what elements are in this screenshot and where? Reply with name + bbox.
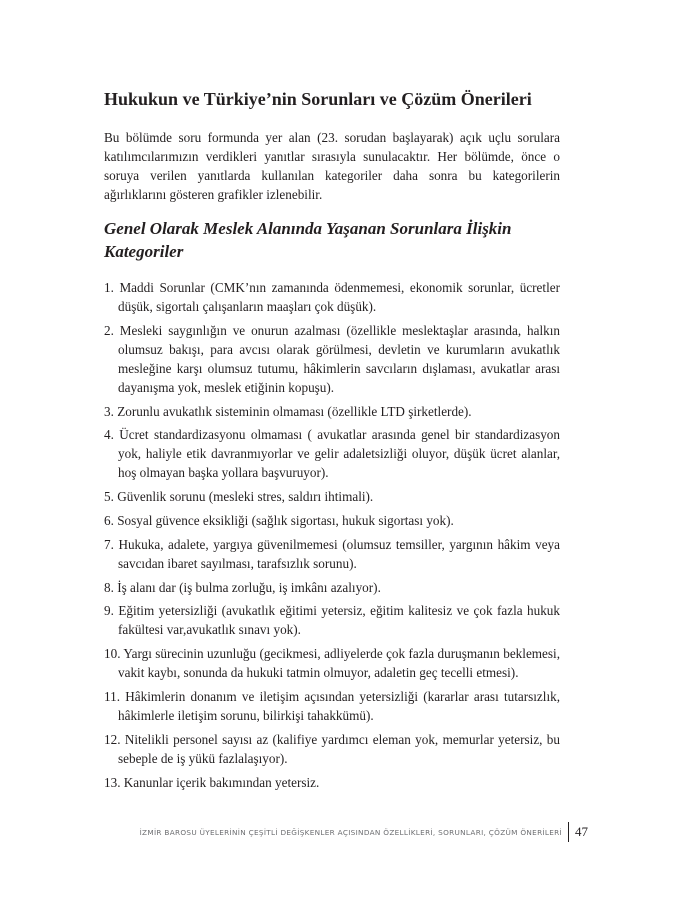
list-item: 1. Maddi Sorunlar (CMK’nın zamanında ödenmemesi, ekonomik sorunlar, ücretler düşük, sigortalı çalışanların maaşları çok düşük).: [104, 280, 560, 314]
list-item: 11. Hâkimlerin donanım ve iletişim açısından yetersizliği (kararlar arası tutarsızlık, hâkimlerle iletişim sorunu, bilirkişi tahakkümü).: [104, 688, 560, 723]
list-item: 8. İş alanı dar (iş bulma zorluğu, iş imkânı azalıyor).: [104, 579, 381, 595]
running-title: İZMİR BAROSU ÜYELERİNİN ÇEŞİTLİ DEĞİŞKENLER AÇISINDAN ÖZELLİKLERİ, SORUNLARI, ÇÖZÜM ÖNERİLERİ: [139, 827, 562, 837]
footer-divider: [568, 822, 569, 842]
page-footer: [104, 822, 588, 842]
list-item: 13. Kanunlar içerik bakımından yetersiz.: [104, 774, 320, 790]
category-list: [104, 278, 560, 796]
list-item: 5. Güvenlik sorunu (mesleki stres, saldırı ihtimali).: [104, 489, 374, 505]
page-number: 47: [575, 824, 588, 839]
subsection-heading: Genel Olarak Meslek Alanında Yaşanan Sorunlara İlişkin Kategoriler: [104, 219, 512, 261]
list-item: 9. Eğitim yetersizliği (avukatlık eğitimi yetersiz, eğitim kalitesiz ve çok fazla hukuk fakültesi var,avukatlık sınavı yok).: [104, 603, 560, 638]
section-title: Hukukun ve Türkiye’nin Sorunları ve Çözüm Önerileri: [104, 89, 532, 109]
list-item: 3. Zorunlu avukatlık sisteminin olmaması (özellikle LTD şirketlerde).: [104, 403, 472, 419]
list-item: 12. Nitelikli personel sayısı az (kalifiye yardımcı eleman yok, memurlar yetersiz, bu sebeple de iş yükü fazlalaşıyor).: [104, 731, 560, 766]
list-item: 10. Yargı sürecinin uzunluğu (gecikmesi, adliyelerde çok fazla duruşmanın beklemesi, vakit kaybı, sonunda da hukuki tatmin olmuyor, adaletin geç tecelli etmesi).: [104, 646, 560, 681]
list-item: 4. Ücret standardizasyonu olmaması ( avukatlar arasında genel bir standardizasyon yok, haliyle etik davranmıyorlar ve gelir adaletsizliği oluyor, düşük ücret alanlar, hoş olmayan başka yollara başvuruyor).: [104, 427, 560, 481]
list-item: 6. Sosyal güvence eksikliği (sağlık sigortası, hukuk sigortası yok).: [104, 512, 454, 528]
intro-paragraph: Bu bölümde soru formunda yer alan (23. sorudan başlayarak) açık uçlu sorulara katılımcılarımızın verdikleri yanıtlar sırasıyla sunulacaktır. Her bölümde, önce o soruya verilen yanıtlarda kullanılan kategoriler daha sonra bu kategorilerin ağırlıklarını gösteren grafikler izlenebilir.: [104, 130, 560, 202]
list-item: 2. Mesleki saygınlığın ve onurun azalması (özellikle meslektaşlar arasında, halkın olumsuz bakışı, para avcısı olarak görülmesi, devletin ve kurumların avukatlık mesleğine karşı olumsuz tutumu, hâkimlerin savcıların dışlaması, avukatlar arası dayanışma yok, meslek etiğinin kopuşu).: [104, 322, 560, 395]
list-item: 7. Hukuka, adalete, yargıya güvenilmemesi (olumsuz temsiller, yargının hâkim veya savcıdan ibaret sayılması, tarafsızlık sorunu).: [104, 536, 560, 571]
